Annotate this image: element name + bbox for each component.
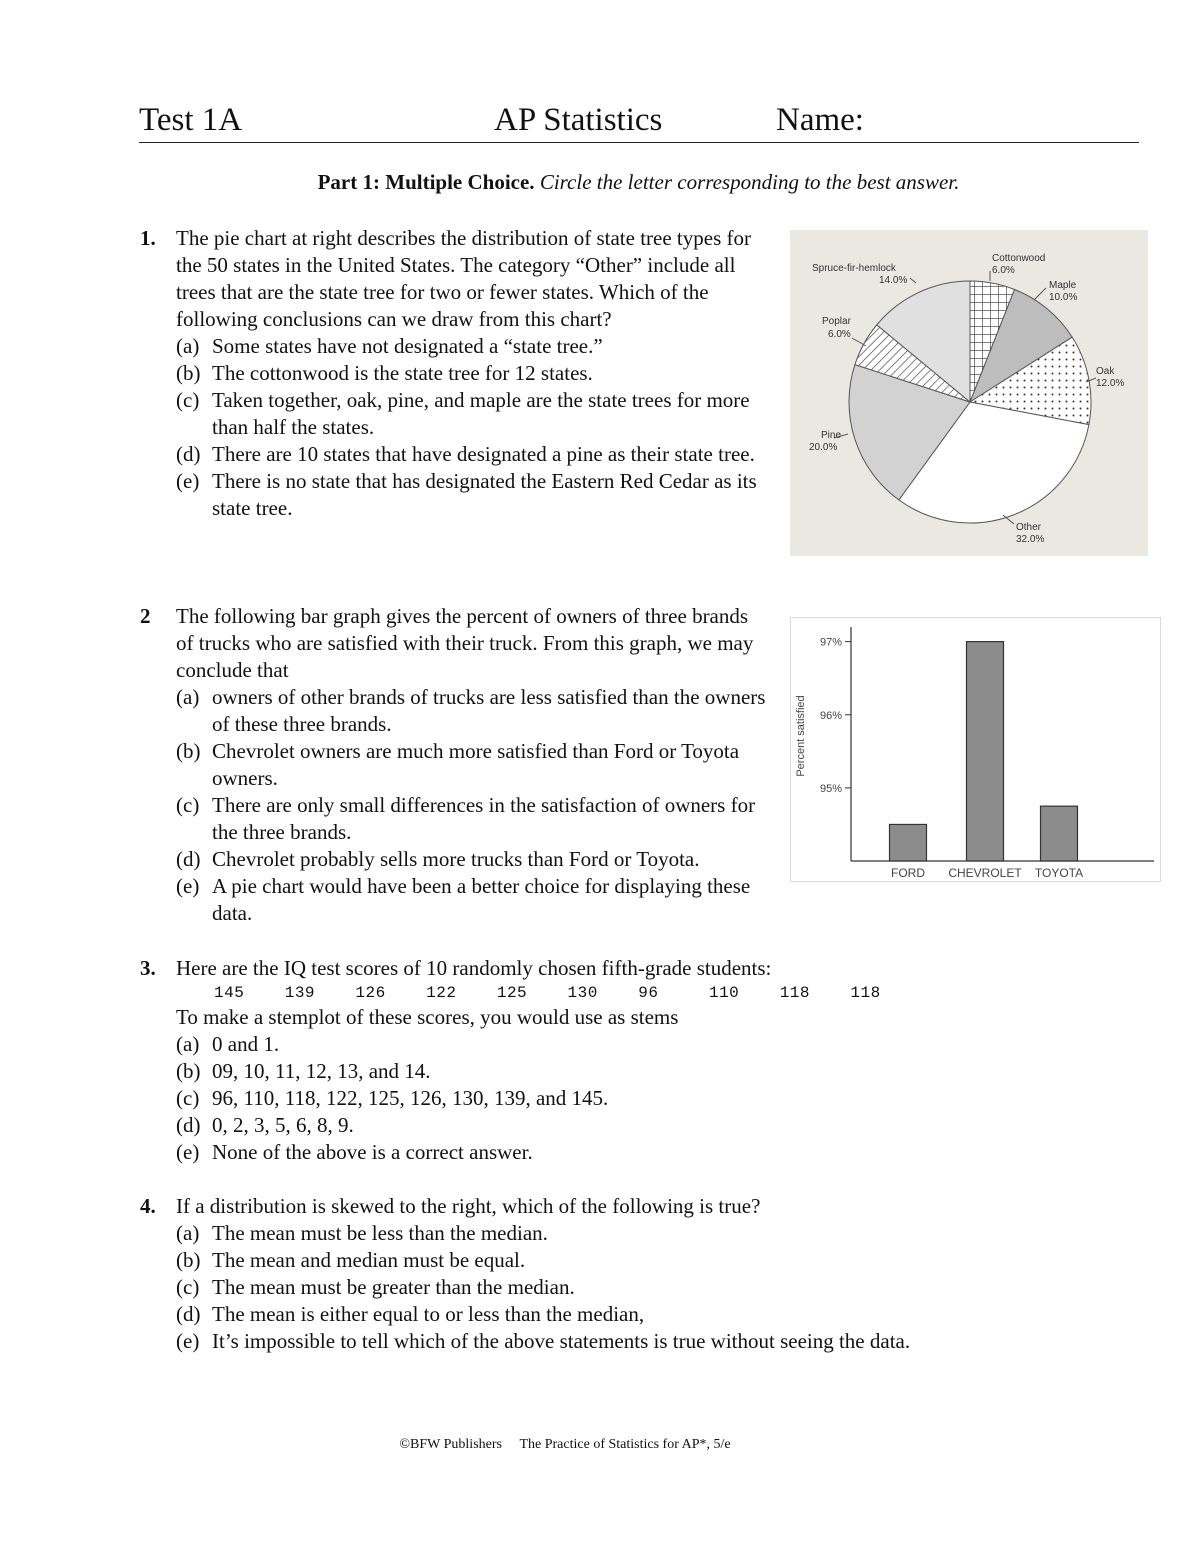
option-c[interactable] xyxy=(176,1274,1150,1301)
option-b[interactable] xyxy=(176,1058,1140,1085)
question-number: 2 xyxy=(140,604,151,628)
test-header xyxy=(139,100,1139,143)
option-text: The mean and median must be equal. xyxy=(212,1248,526,1272)
y-tick-label: 95% xyxy=(819,782,842,795)
question-stem: The pie chart at right describes the distribution of state tree types for the 50 states in the United States. The category “Other” include all trees that are the state tree for two or fewer states. Which of the following conclusions can we draw from this chart? xyxy=(176,226,751,331)
option-label: (c) xyxy=(176,793,200,817)
question-1 xyxy=(140,225,780,522)
option-text: 96, 110, 118, 122, 125, 126, 130, 139, and 145. xyxy=(212,1086,609,1110)
y-tick-label: 97% xyxy=(819,636,842,649)
pie-value-other: 32.0% xyxy=(1016,534,1045,545)
option-label: (e) xyxy=(176,469,200,493)
pie-value-cottonwood: 6.0% xyxy=(992,265,1015,276)
option-label: (d) xyxy=(176,442,201,466)
option-label: (d) xyxy=(176,1302,201,1326)
pie-label-poplar: Poplar xyxy=(822,316,851,327)
truck-satisfaction-bar-chart xyxy=(790,617,1162,883)
option-d[interactable] xyxy=(176,846,770,873)
option-label: (b) xyxy=(176,361,201,385)
option-text: Chevrolet probably sells more trucks than Ford or Toyota. xyxy=(212,847,700,871)
pie-value-oak: 12.0% xyxy=(1096,378,1125,389)
pie-label-oak: Oak xyxy=(1096,366,1115,377)
y-axis-title: Percent satisfied xyxy=(795,695,807,777)
option-label: (e) xyxy=(176,1140,200,1164)
option-text: A pie chart would have been a better choice for displaying these data. xyxy=(212,874,751,925)
option-text: There are only small differences in the satisfaction of owners for the three brands. xyxy=(212,793,756,844)
option-d[interactable] xyxy=(176,1301,1150,1328)
option-c[interactable] xyxy=(176,792,770,846)
option-text: 09, 10, 11, 12, 13, and 14. xyxy=(212,1059,431,1083)
option-e[interactable] xyxy=(176,468,780,522)
question-stem: The following bar graph gives the percent of owners of three brands of trucks who are satisfied with their truck. From this graph, we may conclude that xyxy=(176,604,754,682)
course-title: AP Statistics xyxy=(494,102,663,138)
option-label: (b) xyxy=(176,1248,201,1272)
option-text: Taken together, oak, pine, and maple are the state trees for more than half the states. xyxy=(212,388,750,439)
option-text: 0, 2, 3, 5, 6, 8, 9. xyxy=(212,1113,354,1137)
option-label: (c) xyxy=(176,1086,200,1110)
footer-publisher: ©BFW Publishers xyxy=(399,1437,502,1452)
question-stem: Here are the IQ test scores of 10 randomly chosen fifth-grade students: xyxy=(176,956,772,980)
option-text: The mean is either equal to or less than the median, xyxy=(212,1302,645,1326)
option-text: There is no state that has designated the Eastern Red Cedar as its state tree. xyxy=(212,469,757,520)
option-d[interactable] xyxy=(176,1112,1140,1139)
option-label: (b) xyxy=(176,739,201,763)
option-label: (a) xyxy=(176,334,200,358)
iq-scores: 145 139 126 122 125 130 96 110 118 118 xyxy=(214,984,881,1002)
option-text: There are 10 states that have designated a pine as their state tree. xyxy=(212,442,755,466)
option-label: (a) xyxy=(176,685,200,709)
option-a[interactable] xyxy=(176,1031,1140,1058)
option-label: (a) xyxy=(176,1032,200,1056)
question-2 xyxy=(140,603,770,927)
state-tree-pie-chart xyxy=(790,230,1148,556)
question-stem-continued: To make a stemplot of these scores, you would use as stems xyxy=(176,1005,679,1029)
pie-label-cottonwood: Cottonwood xyxy=(992,253,1046,264)
pie-value-spruce: 14.0% xyxy=(879,275,908,286)
test-id: Test 1A xyxy=(139,102,243,138)
question-number: 1. xyxy=(140,226,156,250)
option-text: 0 and 1. xyxy=(212,1032,280,1056)
bar-chevrolet xyxy=(967,642,1004,861)
y-tick-label: 96% xyxy=(819,709,842,722)
option-label: (e) xyxy=(176,874,200,898)
option-label: (c) xyxy=(176,388,200,412)
bar-toyota xyxy=(1041,806,1078,861)
option-text: Chevrolet owners are much more satisfied than Ford or Toyota owners. xyxy=(212,739,740,790)
x-tick-label-toyota: TOYOTA xyxy=(1034,866,1084,880)
footer-book: The Practice of Statistics for AP*, 5/e xyxy=(519,1437,731,1452)
option-b[interactable] xyxy=(176,360,780,387)
option-text: It’s impossible to tell which of the above statements is true without seeing the data. xyxy=(212,1329,911,1353)
option-c[interactable] xyxy=(176,1085,1140,1112)
option-e[interactable] xyxy=(176,1139,1140,1166)
question-stem: If a distribution is skewed to the right, which of the following is true? xyxy=(176,1194,761,1218)
pie-label-maple: Maple xyxy=(1049,280,1077,291)
option-text: owners of other brands of trucks are less satisfied than the owners of these three brands. xyxy=(212,685,766,736)
option-text: The cottonwood is the state tree for 12 states. xyxy=(212,361,593,385)
option-b[interactable] xyxy=(176,738,770,792)
option-text: None of the above is a correct answer. xyxy=(212,1140,533,1164)
option-label: (c) xyxy=(176,1275,200,1299)
pie-label-pine: Pine xyxy=(821,430,842,441)
option-a[interactable] xyxy=(176,684,770,738)
option-d[interactable] xyxy=(176,441,780,468)
question-number: 4. xyxy=(140,1194,156,1218)
pie-value-maple: 10.0% xyxy=(1049,292,1078,303)
option-label: (a) xyxy=(176,1221,200,1245)
question-number: 3. xyxy=(140,956,156,980)
option-label: (e) xyxy=(176,1329,200,1353)
name-label: Name: xyxy=(776,102,864,138)
part-title: Part 1: Multiple Choice. xyxy=(317,170,535,194)
pie-value-poplar: 6.0% xyxy=(828,329,851,340)
pie-value-pine: 20.0% xyxy=(809,442,838,453)
part-heading xyxy=(0,170,1200,195)
part-instruction: Circle the letter corresponding to the best answer. xyxy=(539,170,960,194)
x-tick-label-chevrolet: CHEVROLET xyxy=(948,866,1022,880)
option-c[interactable] xyxy=(176,387,780,441)
x-tick-label-ford: FORD xyxy=(891,866,925,880)
page-footer xyxy=(0,1437,1130,1453)
option-text: Some states have not designated a “state tree.” xyxy=(212,334,603,358)
option-text: The mean must be less than the median. xyxy=(212,1221,548,1245)
bar-ford xyxy=(890,824,927,861)
question-3 xyxy=(140,955,1140,1166)
option-a[interactable] xyxy=(176,1220,1150,1247)
pie-label-spruce: Spruce-fir-hemlock xyxy=(812,263,896,274)
option-text: The mean must be greater than the median. xyxy=(212,1275,575,1299)
question-4 xyxy=(140,1193,1150,1355)
option-e[interactable] xyxy=(176,1328,1150,1355)
option-b[interactable] xyxy=(176,1247,1150,1274)
option-a[interactable] xyxy=(176,333,780,360)
option-e[interactable] xyxy=(176,873,770,927)
option-label: (d) xyxy=(176,847,201,871)
option-label: (d) xyxy=(176,1113,201,1137)
option-label: (b) xyxy=(176,1059,201,1083)
pie-label-other: Other xyxy=(1016,522,1042,533)
